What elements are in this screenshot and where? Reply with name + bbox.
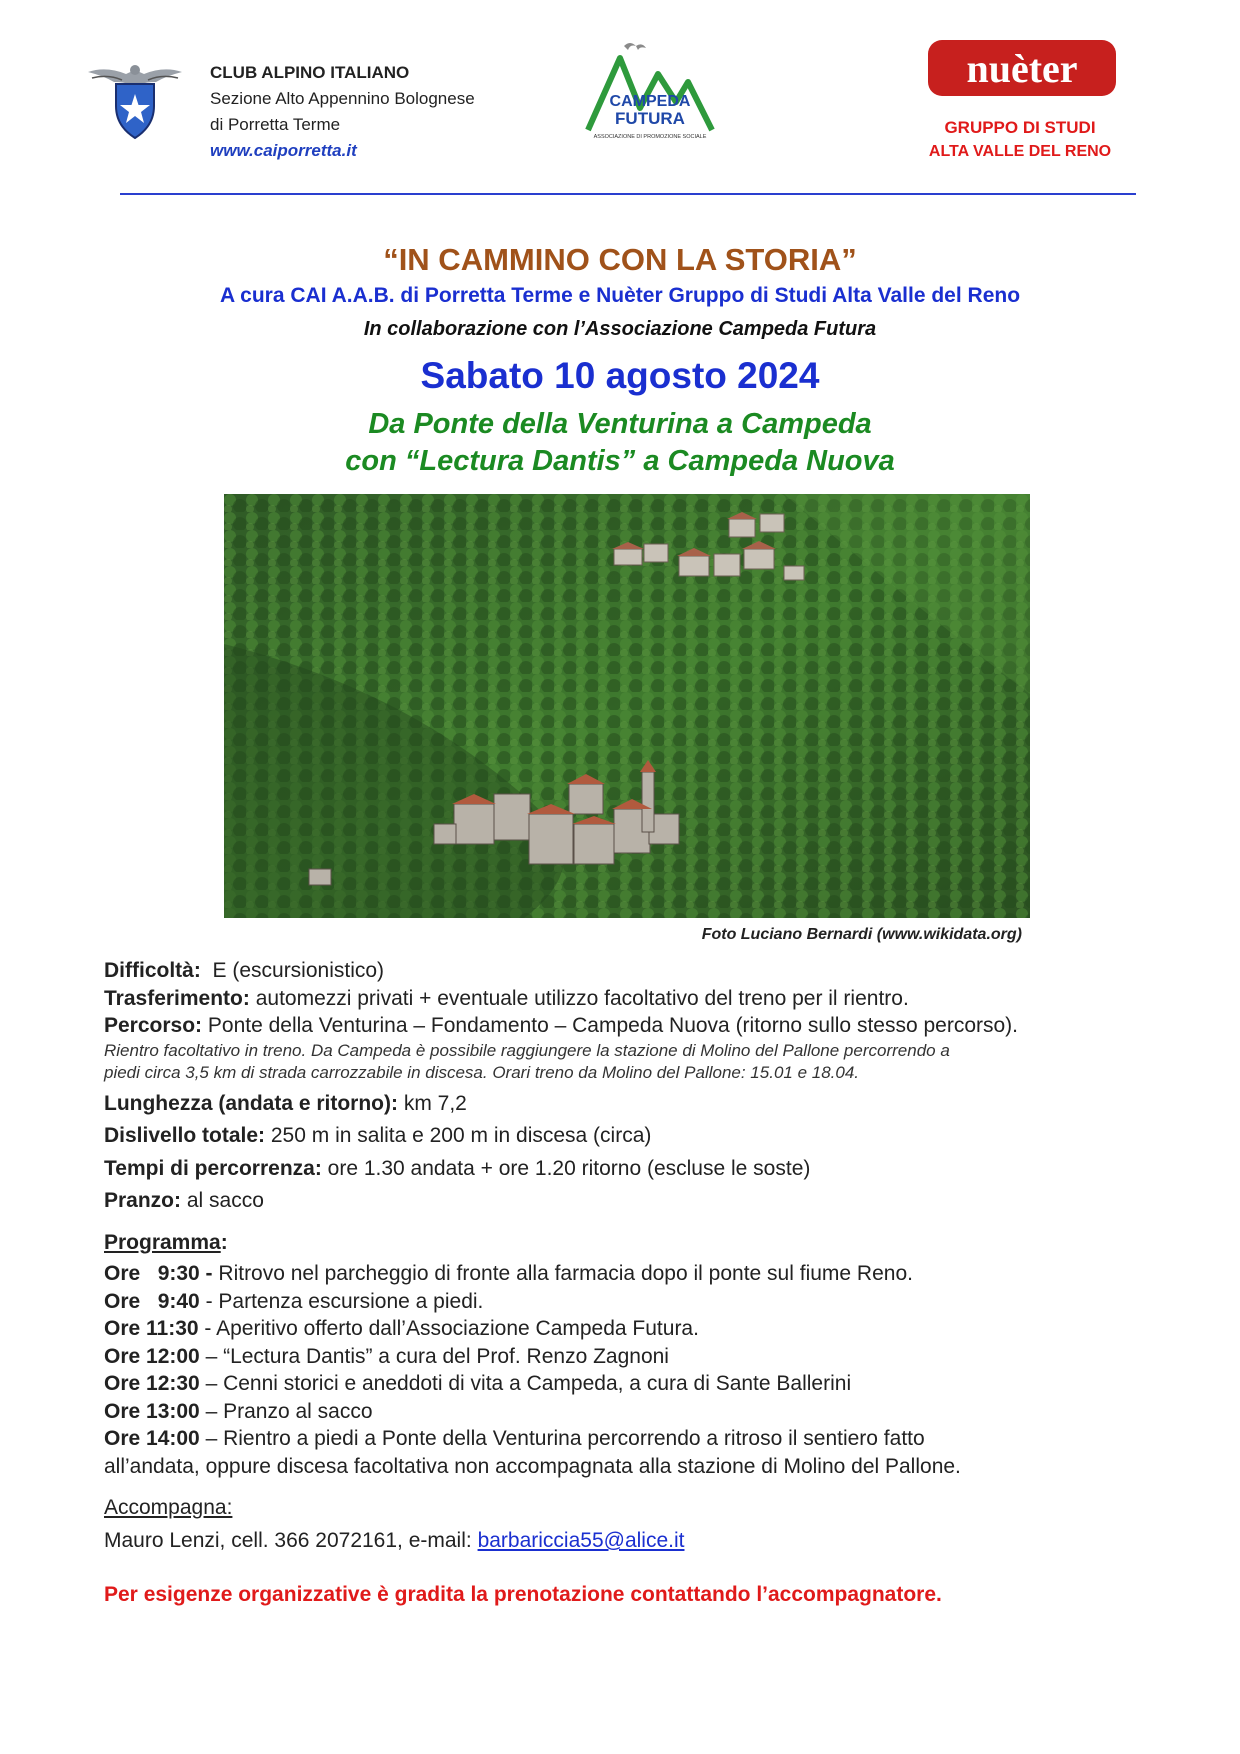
detail-difficolta [104, 957, 1164, 985]
program-heading-text: Programma [104, 1231, 221, 1254]
excursion-details [104, 957, 1164, 1215]
detail-value: E (escursionistico) [200, 959, 385, 982]
booking-notice: Per esigenze organizzative è gradita la prenotazione contattando l’accompagnatore. [104, 1583, 942, 1606]
program-item [104, 1398, 1164, 1426]
program-time: Ore 13:00 [104, 1399, 200, 1423]
program-item [104, 1343, 1164, 1371]
guide-contact [104, 1529, 1164, 1553]
detail-dislivello [104, 1122, 1164, 1150]
program-time: Ore 11:30 [104, 1317, 199, 1340]
program-heading-colon: : [220, 1231, 228, 1254]
program-time: Ore 12:00 [104, 1344, 200, 1368]
cai-website-link[interactable]: www.caiporretta.it [210, 141, 357, 160]
detail-label: Dislivello totale: [104, 1124, 266, 1147]
cai-place: di Porretta Terme [210, 115, 341, 134]
campeda-futura-logo [580, 38, 720, 150]
detail-note-line2: piedi circa 3,5 km di strada carrozzabile in discesa. Orari treno da Molino del Pallone: 15.01 e 18.04. [104, 1062, 860, 1082]
program-item [104, 1260, 1164, 1288]
detail-note-line1: Rientro facoltativo in treno. Da Campeda è possibile raggiungere la stazione di Molino del Pallone percorrendo a [104, 1040, 950, 1060]
program-text: - Partenza escursione a piedi. [199, 1289, 484, 1313]
subtitle-organizers: A cura CAI A.A.B. di Porretta Terme e Nuèter Gruppo di Studi Alta Valle del Reno [219, 284, 1021, 307]
detail-lunghezza [104, 1090, 1164, 1118]
program-item [104, 1425, 1164, 1453]
route-title [0, 406, 1240, 480]
detail-value: ore 1.30 andata + ore 1.20 ritorno (escluse le soste) [321, 1156, 811, 1180]
detail-note [104, 1040, 1164, 1084]
guide-contact-text: Mauro Lenzi, cell. 366 2072161, e-mail: [104, 1529, 478, 1552]
program-text: Ritrovo nel parcheggio di fronte alla farmacia dopo il ponte sul fiume Reno. [212, 1262, 913, 1285]
detail-label: Trasferimento: [104, 986, 250, 1010]
campeda-logo-text-3: ASSOCIAZIONE DI PROMOZIONE SOCIALE [593, 134, 707, 140]
program-text: – “Lectura Dantis” a cura del Prof. Renzo Zagnoni [199, 1344, 669, 1368]
program-text: – Pranzo al sacco [199, 1399, 373, 1423]
nueter-header-text [890, 116, 1150, 164]
guide-section [104, 1493, 1164, 1553]
detail-pranzo [104, 1187, 1164, 1215]
nueter-logo [928, 40, 1116, 96]
campeda-logo-text-2: FUTURA [615, 109, 685, 128]
program-item-continuation: all’andata, oppure discesa facoltativa non accompagnata alla stazione di Molino del Pallone. [104, 1454, 961, 1478]
event-date: Sabato 10 agosto 2024 [420, 355, 820, 396]
program-time: Ore 9:30 - [104, 1262, 213, 1285]
detail-label: Tempi di percorrenza: [104, 1156, 322, 1180]
village-photo [224, 494, 1030, 918]
program-time: Ore 14:00 [104, 1427, 200, 1450]
nueter-line1: GRUPPO DI STUDI [944, 118, 1096, 137]
detail-value: 250 m in salita e 200 m in discesa (circa) [265, 1124, 652, 1147]
program-section [104, 1228, 1164, 1480]
detail-value: automezzi privati + eventuale utilizzo facoltativo del treno per il rientro. [249, 986, 909, 1010]
program-text: - Aperitivo offerto dall’Associazione Campeda Futura. [198, 1317, 699, 1340]
program-item [104, 1370, 1164, 1398]
program-text: – Cenni storici e aneddoti di vita a Campeda, a cura di Sante Ballerini [199, 1372, 852, 1395]
program-heading [104, 1228, 1164, 1258]
detail-percorso [104, 1012, 1164, 1040]
guide-heading: Accompagna: [104, 1496, 233, 1519]
detail-label: Lunghezza (andata e ritorno): [104, 1091, 398, 1115]
detail-label: Difficoltà: [104, 959, 201, 982]
header-divider [120, 193, 1136, 195]
cai-header-text [210, 60, 475, 164]
campeda-logo-text-1: CAMPEDA [609, 93, 691, 110]
detail-value: Ponte della Venturina – Fondamento – Campeda Nuova (ritorno sullo stesso percorso). [202, 1014, 1019, 1037]
main-title: “IN CAMMINO CON LA STORIA” [383, 242, 857, 277]
cai-name: CLUB ALPINO ITALIANO [210, 63, 410, 82]
nueter-line2: ALTA VALLE DEL RENO [928, 143, 1112, 160]
detail-tempi [104, 1155, 1164, 1183]
program-time: Ore 12:30 [104, 1372, 200, 1395]
program-item [104, 1315, 1164, 1343]
detail-value: km 7,2 [398, 1091, 467, 1115]
nueter-logo-text: nuèter [966, 46, 1078, 91]
route-title-line2: con “Lectura Dantis” a Campeda Nuova [345, 445, 895, 477]
program-time: Ore 9:40 [104, 1289, 200, 1313]
detail-value: al sacco [181, 1189, 264, 1212]
subtitle-collaboration: In collaborazione con l’Associazione Campeda Futura [363, 318, 877, 340]
route-title-line1: Da Ponte della Venturina a Campeda [368, 408, 872, 440]
mountain-bird-icon [580, 38, 720, 150]
program-item [104, 1288, 1164, 1316]
detail-label: Percorso: [104, 1014, 203, 1037]
detail-trasferimento [104, 985, 1164, 1013]
photo-credit: Foto Luciano Bernardi (www.wikidata.org) [701, 926, 1022, 943]
program-text: – Rientro a piedi a Ponte della Venturina percorrendo a ritroso il sentiero fatto [199, 1427, 925, 1450]
cai-section: Sezione Alto Appennino Bolognese [210, 89, 475, 108]
cai-logo [86, 58, 184, 142]
cai-eagle-star-shield-icon [86, 58, 184, 142]
detail-label: Pranzo: [104, 1189, 182, 1212]
guide-email-link[interactable]: barbariccia55@alice.it [477, 1529, 685, 1552]
